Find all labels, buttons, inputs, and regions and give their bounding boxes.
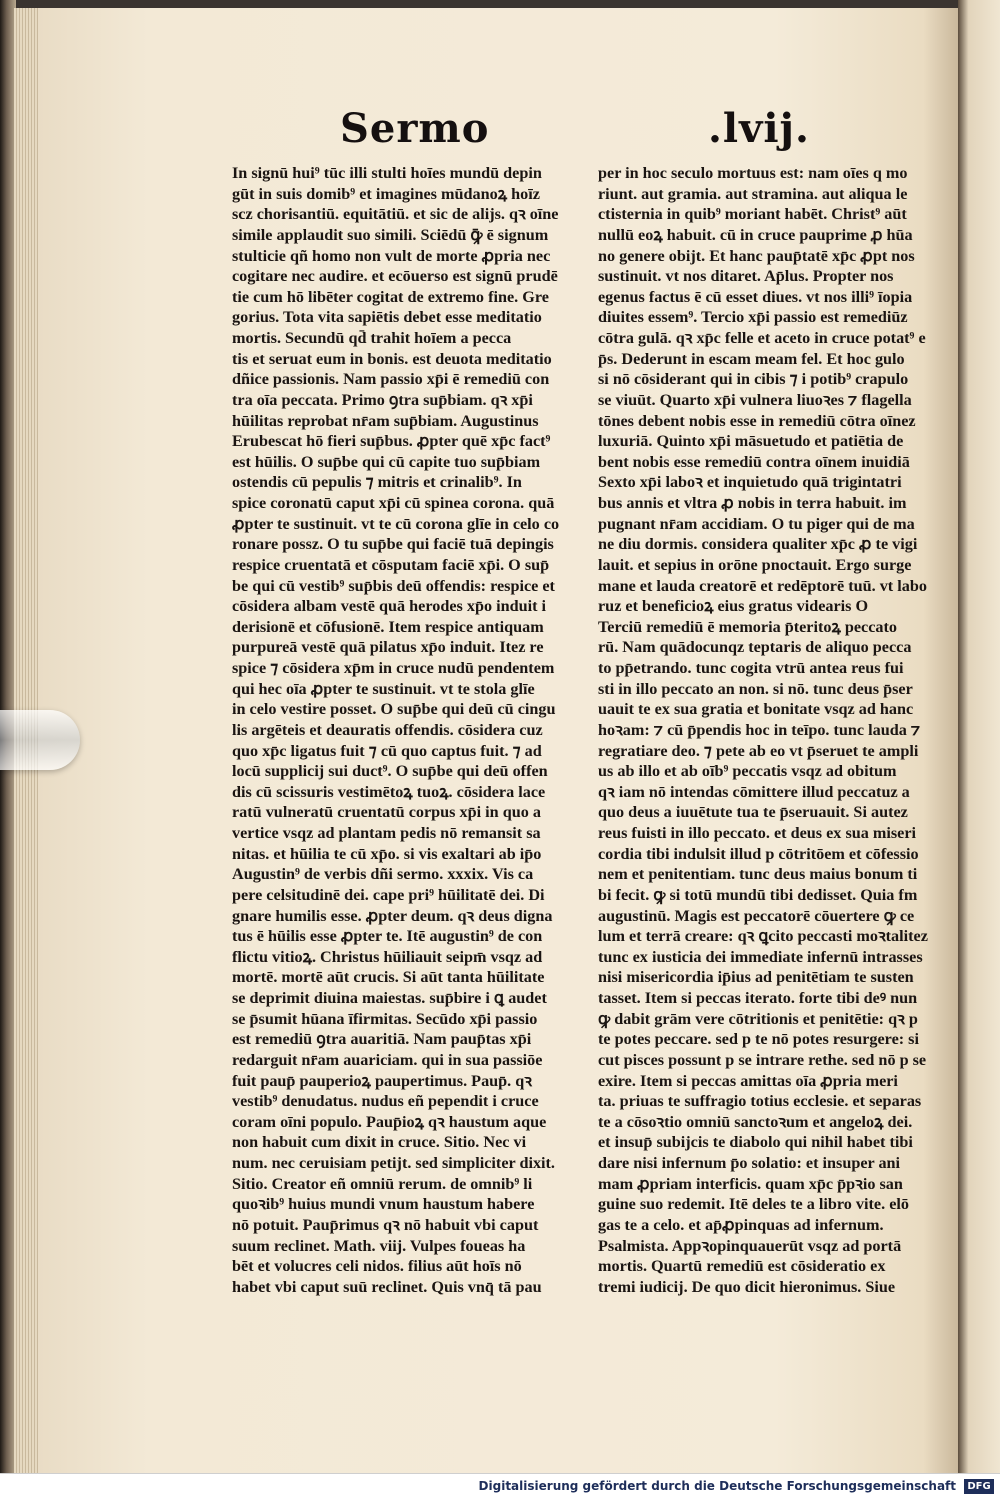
text-line: suum reclinet. Math. viij. Vulpes foueas ha [232, 1236, 526, 1255]
dfg-logo: DFG [964, 1479, 994, 1494]
facing-page-edge [958, 0, 1000, 1473]
text-line: sti in illo peccato an non. si nō. tunc deus p̄ser [598, 679, 913, 698]
text-line: se deprimit diuina maiestas. sup̄bire i ꝗ audet [232, 989, 547, 1007]
text-line: redarguit nr̄am auariciam. qui in sua passiōe [232, 1050, 543, 1069]
text-line: rū. Nam quādocunqz teptaris de aliquo pecca [598, 638, 912, 657]
text-line: Terciū remediū ē memoria p̄teritoꝝ peccato [598, 617, 897, 636]
text-line: mortē. mortē aūt crucis. Si aūt tanta hūilitate [232, 968, 545, 987]
text-line: quo xp̄c ligatus fuit ⁊ cū quo captus fuit. ⁊ ad [232, 741, 542, 760]
page-clip [0, 710, 80, 770]
text-line: se p̄sumit hūana īfirmitas. Secūdo xp̄i passio [232, 1009, 538, 1028]
text-line: sustinuit. vt nos ditaret. Ap̄lus. Propter nos [598, 267, 894, 286]
text-line: tremi iudicij. De quo dicit hieronimus. Siue [598, 1277, 896, 1296]
text-line: hūilitas reprobat nr̄am sup̄biam. Augustinus [232, 411, 539, 430]
text-line: tie cum hō libēter cogitat de extremo fine. Gre [232, 287, 549, 306]
text-line: se viuūt. Quarto xp̄i vulnera liuoꝛes ⁊ flagella [598, 390, 912, 409]
text-line: respice cruentatā et cōsputam faciē xp̄i. O sup̄ [232, 555, 550, 574]
text-line: cogitare nec audire. et ecōuerso est signū prudē [232, 267, 558, 286]
text-line: gorius. Tota vita sapiētis debet esse meditatio [232, 308, 542, 327]
text-line: purpureā vestē quā pilatus xp̄o induit. Itez re [232, 638, 544, 657]
text-line: In signū hui⁹ tūc illi stulti hoīes mundū depin [232, 164, 542, 182]
text-line: diuites essem⁹. Tercio xp̄i passio est remediūz [598, 308, 908, 327]
text-line: regratiare deo. ⁊ pete ab eo vt p̄seruet te ampli [598, 741, 919, 760]
text-line: ta. priuas te suffragio totius ecclesie. et separas [598, 1092, 922, 1111]
text-line: coram oīni populo. Paup̄ioꝝ qꝛ haustum aque [232, 1112, 547, 1131]
funding-notice: Digitalisierung gefördert durch die Deutsche Forschungsgemeinschaft [478, 1479, 956, 1493]
text-line: dñice passionis. Nam passio xp̄i ē remediū con [232, 370, 550, 389]
text-line: quo deus a iuuētute tua te p̄seruauit. Si autez [598, 803, 908, 822]
text-line: tis et seruat eum in bonis. est deuota meditatio [232, 349, 552, 368]
text-line: bus annis et vltra ꝓ nobis in terra habuit. im [598, 494, 907, 512]
text-line: est hūilis. O sup̄be qui cū capite tuo sup̄biam [232, 452, 541, 471]
text-line: spice ⁊ cōsidera xp̄m in cruce nudū pendentem [232, 659, 555, 677]
text-line: cōsidera albam vestē quā herodes xp̄o induit i [232, 597, 547, 616]
text-line: te potes peccare. sed p te nō potes resurgere: si [598, 1030, 919, 1049]
text-line: ꝙ dabit grām vere cōtritionis et penitētie: qꝛ p [598, 1009, 918, 1028]
text-line: mortis. Secundū qd̄ trahit hoīem a pecca [232, 329, 512, 347]
text-line: quoꝛib⁹ huius mundi vnum haustum habere [232, 1195, 535, 1214]
text-line: tōnes debent nobis esse in remediū cōtra oīnez [598, 411, 916, 430]
text-line: cut pisces possunt p se intrare rethe. sed nō p se [598, 1050, 927, 1069]
text-line: us ab illo et ab oīb⁹ peccatis vsqz ad obitum [598, 762, 897, 781]
text-line: est remediū ꝯtra auaritiā. Nam paup̄tas xp̄i [232, 1030, 532, 1049]
text-line: cōtra gulā. qꝛ xp̄c felle et aceto in cruce potat⁹ e [598, 329, 926, 347]
text-line: flictu vitioꝝ. Christus hūiliauit seipm̄ vsqz ad [232, 947, 543, 966]
text-line: tasset. Item si peccas iterato. forte tibi deꝰ nun [598, 989, 918, 1007]
text-line: egenus factus ē cū esset diues. vt nos illi⁹ īopia [598, 287, 913, 306]
text-line: luxuriā. Quinto xp̄i māsuetudo et patiētia de [598, 432, 904, 451]
text-line: tus ē hūilis esse ꝓpter te. Itē augustin⁹ de con [232, 927, 543, 946]
text-line: nisi misericordia ip̄ius ad penitētiam te susten [598, 968, 914, 987]
text-line: vestib⁹ denudatus. nudus eñ pependit i cruce [232, 1092, 539, 1111]
text-line: num. nec ceruisiam petijt. sed simpliciter dixit. [232, 1154, 555, 1172]
text-line: guine suo redemit. Itē deles te a libro vite. elō [598, 1195, 909, 1214]
text-line: Erubescat hō fieri sup̄bus. ꝓpter quē xp̄c fact⁹ [232, 432, 551, 451]
text-line: scz chorisantiū. equitātiū. et sic de alijs. qꝛ oīne [232, 205, 559, 224]
text-line: lauit. et sepius in orōne pnoctauit. Ergo surge [598, 555, 912, 574]
text-line: Psalmista. Appꝛopinquauerūt vsqz ad portā [598, 1236, 902, 1255]
text-line: tunc ex iusticia dei immediate infernū intrasses [598, 947, 923, 966]
text-line: nullū eoꝝ habuit. cū in cruce pauprime ꝓ hūa [598, 225, 913, 244]
text-line: mortis. Quartū remediū est cōsideratio ex [598, 1257, 886, 1276]
text-line: et insup̄ subijcis te diabolo qui nihil habet tibi [598, 1133, 913, 1152]
text-line: fuit paup̄ pauperioꝝ paupertimus. Paup̄. qꝛ [232, 1071, 532, 1090]
text-line: ratū vulneratū cruentatū corpus xp̄i in quo a [232, 803, 541, 822]
text-line: to pp̄etrando. tunc cogita vtrū antea reus fui [598, 659, 904, 677]
text-line: ꝓpter te sustinuit. vt te cū corona glīe in celo co [232, 514, 560, 533]
text-line: te a cōsoꝛtio omniū sanctoꝛum et angeloꝝ dei. [598, 1112, 913, 1131]
text-line: gnare humilis esse. ꝓpter deum. qꝛ deus digna [232, 906, 553, 925]
text-line: spice coronatū caput xp̄i cū spinea corona. quā [232, 494, 555, 512]
text-line: uauit te ex sua gratia et bonitate vsqz ad hanc [598, 700, 914, 719]
text-column-left [232, 163, 570, 1297]
text-line: qui hec oīa ꝓpter te sustinuit. vt te stola glīe [232, 679, 535, 698]
text-line: Sexto xp̄i laboꝛ et inquietudo quā trigintatri [598, 473, 902, 492]
text-column-right [598, 163, 958, 1297]
text-line: stulticie qñ homo non vult de morte ꝓpria nec [232, 246, 551, 265]
text-line: ne diu dormis. considera qualiter xp̄c ꝓ te vigi [598, 535, 918, 554]
text-line: nem et penitentiam. tunc deus maius bonum ti [598, 865, 918, 884]
text-line: si nō cōsiderant qui in cibis ⁊ i potib⁹ crapulo [598, 370, 909, 389]
footer-bar [0, 1473, 1000, 1499]
text-line: gas te a celo. et ap̄ꝓpinquas ad infernum. [598, 1215, 884, 1234]
text-line: dis cū scissuris vestimētoꝝ tuoꝝ. cōsidera lace [232, 782, 546, 801]
text-line: nō potuit. Paup̄rimus qꝛ nō habuit vbi caput [232, 1215, 539, 1234]
running-head-left: Sermo [340, 105, 490, 152]
text-line: hoꝛam: ⁊ cū p̄pendis hoc in teīpo. tunc lauda ⁊ [598, 720, 921, 739]
text-line: ronare possz. O tu sup̄be qui faciē tuā depingis [232, 535, 554, 554]
text-line: in celo vestire posset. O sup̄be qui deū cū cingu [232, 700, 556, 719]
text-line: gūt in suis domib⁹ et imagines mūdanoꝝ hoīz [232, 184, 540, 203]
text-line: reus fuisti in illo peccato. et deus ex sua miseri [598, 824, 917, 842]
text-line: per in hoc seculo mortuus est: nam oīes q mo [598, 164, 908, 182]
text-line: derisionē et cōfusionē. Item respice antiquam [232, 617, 544, 636]
text-line: vertice vsqz ad plantam pedis nō remansit sa [232, 824, 541, 842]
text-line: Sitio. Creator eñ omniū rerum. de omnib⁹ li [232, 1174, 533, 1193]
text-line: dare nisi infernum p̄o solatio: et insuper ani [598, 1154, 901, 1172]
text-line: cordia tibi indulsit illud p cōtritōem et cōfessio [598, 844, 919, 863]
text-line: qꝛ iam nō intendas cōmittere illud peccatuz a [598, 782, 910, 801]
text-line: lum et terrā creare: qꝛ ꝗcito peccasti moꝛtalitez [598, 927, 928, 946]
text-line: mane et lauda creatorē et redēptorē tuū. vt labo [598, 576, 927, 595]
text-line: augustinū. Magis est peccatorē cōuertere ꝙ ce [598, 906, 915, 925]
text-line: exire. Item si peccas amittas oīa ꝓpria meri [598, 1071, 898, 1090]
text-line: bēt et volucres celi nidos. filius aūt hoīs nō [232, 1257, 522, 1276]
text-line: tra oīa peccata. Primo ꝯtra sup̄biam. qꝛ xp̄i [232, 390, 533, 409]
text-line: ctisternia in quib⁹ moriant habēt. Christ⁹ aūt [598, 205, 907, 224]
text-line: nitas. et hūilia te cū xp̄o. si vis exaltari ab ip̄o [232, 844, 542, 863]
text-line: pugnant nr̄am accidiam. O tu piger qui de ma [598, 514, 915, 533]
text-line: Augustin⁹ de verbis dñi sermo. xxxix. Vis ca [232, 865, 534, 884]
text-line: bent nobis esse remediū contra oīnem inuidiā [598, 452, 910, 471]
text-line: simile applaudit suo simili. Sciēdū ꝙ̄ ē signum [232, 225, 549, 244]
text-line: non habuit cum dixit in cruce. Sitio. Nec vi [232, 1133, 527, 1152]
text-line: no genere obijt. Et hanc paup̄tatē xp̄c ꝓpt nos [598, 246, 915, 265]
text-line: lis argēteis et deauratis offendis. cōsidera cuz [232, 720, 543, 739]
text-line: p̄s. Dederunt in escam meam fel. Et hoc gulo [598, 349, 905, 368]
text-line: ruz et beneficioꝝ eius gratus videaris O [598, 597, 869, 616]
folio-number: .lvij. [708, 105, 810, 152]
text-line: ostendis cū pepulis ⁊ mitris et crinalib⁹. In [232, 473, 522, 492]
text-line: be qui cū vestib⁹ sup̄bis deū offendis: respice et [232, 576, 555, 595]
text-line: locū supplicij sui duct⁹. O sup̄be qui deū offen [232, 762, 548, 781]
text-line: pere celsitudinē dei. cape pri⁹ hūilitatē dei. Di [232, 885, 545, 904]
text-line: bi fecit. ꝙ si totū mundū tibi dedisset. Quia fm [598, 885, 918, 904]
text-line: habet vbi caput suū reclinet. Quis vnq̄ tā pau [232, 1277, 542, 1296]
text-line: mam ꝓpriam interficis. quam xp̄c p̄pꝛio san [598, 1174, 903, 1193]
text-line: riunt. aut gramia. aut stramina. aut aliqua le [598, 184, 908, 203]
